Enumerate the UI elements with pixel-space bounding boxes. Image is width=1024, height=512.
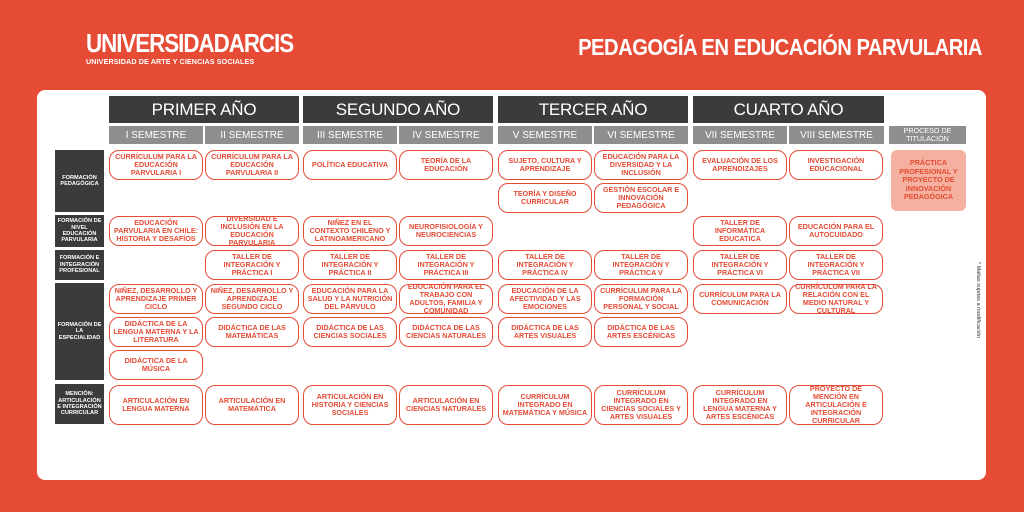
course-box: DIDÁCTICA DE LAS ARTES VISUALES: [498, 317, 592, 347]
course-box: DIDÁCTICA DE LAS CIENCIAS NATURALES: [399, 317, 493, 347]
course-box: TALLER DE INFORMÁTICA EDUCATICA: [693, 216, 787, 246]
semester-header-3: III SEMESTRE: [303, 126, 397, 144]
course-box: DIDÁCTICA DE LA MÚSICA: [109, 350, 203, 380]
course-box: CURRÍCULUM PARA LA EDUCACIÓN PARVULARIA I: [109, 150, 203, 180]
course-box: DIDÁCTICA DE LAS CIENCIAS SOCIALES: [303, 317, 397, 347]
semester-header-2: II SEMESTRE: [205, 126, 299, 144]
course-box: NIÑEZ EN EL CONTEXTO CHILENO Y LATINOAMERICANO: [303, 216, 397, 246]
row-label-mencion: MENCIÓN: ARTICULACIÓN E INTEGRACIÓN CURRICULAR: [55, 384, 104, 424]
course-box: TALLER DE INTEGRACIÓN Y PRÁCTICA V: [594, 250, 688, 280]
year-header-3: TERCER AÑO: [498, 96, 688, 123]
year-header-2: SEGUNDO AÑO: [303, 96, 493, 123]
course-box: DIVERSIDAD E INCLUSIÓN EN LA EDUCACIÓN PARVULARIA: [205, 216, 299, 246]
course-box: SUJETO, CULTURA Y APRENDIZAJE: [498, 150, 592, 180]
course-box: TALLER DE INTEGRACIÓN Y PRÁCTICA IV: [498, 250, 592, 280]
course-box: DIDÁCTICA DE LAS ARTES ESCÉNICAS: [594, 317, 688, 347]
course-box: ARTICULACIÓN EN LENGUA MATERNA: [109, 385, 203, 425]
year-header-4: CUARTO AÑO: [693, 96, 884, 123]
course-box: EDUCACIÓN DE LA AFECTIVIDAD Y LAS EMOCIONES: [498, 284, 592, 314]
proceso-titulacion-header: PROCESO DE TITULACIÓN: [889, 126, 966, 144]
course-box: EDUCACIÓN PARVULARIA EN CHILE: HISTORIA Y DESAFÍOS: [109, 216, 203, 246]
logo-sub-text: UNIVERSIDAD DE ARTE Y CIENCIAS SOCIALES: [86, 57, 255, 66]
course-box: DIDÁCTICA DE LA LENGUA MATERNA Y LA LITERATURA: [109, 317, 203, 347]
university-logo: [86, 30, 327, 66]
course-box: EDUCACIÓN PARA EL AUTOCUIDADO: [789, 216, 883, 246]
course-box: EDUCACIÓN PARA EL TRABAJO CON ADULTOS, FAMILIA Y COMUNIDAD: [399, 284, 493, 314]
semester-header-8: VIII SEMESTRE: [789, 126, 884, 144]
course-box: EDUCACIÓN PARA LA DIVERSIDAD Y LA INCLUSIÓN: [594, 150, 688, 180]
course-box: PROYECTO DE MENCIÓN EN ARTICULACIÓN E INTEGRACIÓN CURRICULAR: [789, 385, 883, 425]
course-box: CURRÍCULUM INTEGRADO EN LENGUA MATERNA Y ARTES ESCÉNICAS: [693, 385, 787, 425]
course-box: ARTICULACIÓN EN CIENCIAS NATURALES: [399, 385, 493, 425]
logo-main-text: UNIVERSIDADARCIS: [86, 28, 294, 58]
course-box: TALLER DE INTEGRACIÓN Y PRÁCTICA III: [399, 250, 493, 280]
course-box: TALLER DE INTEGRACIÓN Y PRÁCTICA VII: [789, 250, 883, 280]
course-box: CURRÍCULUM PARA LA FORMACIÓN PERSONAL Y SOCIAL: [594, 284, 688, 314]
course-box: NEUROFISIOLOGÍA Y NEUROCIENCIAS: [399, 216, 493, 246]
course-box: TALLER DE INTEGRACIÓN Y PRÁCTICA VI: [693, 250, 787, 280]
course-box: NIÑEZ, DESARROLLO Y APRENDIZAJE SEGUNDO CICLO: [205, 284, 299, 314]
semester-header-7: VII SEMESTRE: [693, 126, 787, 144]
course-box: TEORÍA Y DISEÑO CURRICULAR: [498, 183, 592, 213]
semester-header-1: I SEMESTRE: [109, 126, 203, 144]
practica-profesional-box: PRÁCTICA PROFESIONAL Y PROYECTO DE INNOVACIÓN PEDAGÓGICA: [891, 150, 966, 211]
course-box: CURRÍCULUM INTEGRADO EN MATEMÁTICA Y MÚSICA: [498, 385, 592, 425]
row-label-integracion-profesional: FORMACIÓN E INTEGRACIÓN PROFESIONAL: [55, 250, 104, 280]
course-box: CURRÍCULUM PARA LA EDUCACIÓN PARVULARIA II: [205, 150, 299, 180]
course-box: CURRÍCULUM PARA LA COMUNICACIÓN: [693, 284, 787, 314]
row-label-nivel-parvularia: FORMACIÓN DE NIVEL EDUCACIÓN PARVULARIA: [55, 215, 104, 247]
course-box: DIDÁCTICA DE LAS MATEMÁTICAS: [205, 317, 299, 347]
row-label-especialidad: FORMACIÓN DE LA ESPECIALIDAD: [55, 283, 104, 380]
course-box: EDUCACIÓN PARA LA SALUD Y LA NUTRICIÓN DEL PÁRVULO: [303, 284, 397, 314]
course-box: ARTICULACIÓN EN MATEMÁTICA: [205, 385, 299, 425]
course-box: GESTIÓN ESCOLAR E INNOVACIÓN PEDAGÓGICA: [594, 183, 688, 213]
modification-note: * Mallas sujetas a modificación: [975, 261, 981, 339]
course-box: POLÍTICA EDUCATIVA: [303, 150, 397, 180]
semester-header-6: VI SEMESTRE: [594, 126, 688, 144]
course-box: INVESTIGACIÓN EDUCACIONAL: [789, 150, 883, 180]
row-label-pedagogica: FORMACIÓN PEDAGÓGICA: [55, 150, 104, 212]
course-box: TEORÍA DE LA EDUCACIÓN: [399, 150, 493, 180]
course-box: EVALUACIÓN DE LOS APRENDIZAJES: [693, 150, 787, 180]
semester-header-5: V SEMESTRE: [498, 126, 592, 144]
course-box: ARTICULACIÓN EN HISTORIA Y CIENCIAS SOCIALES: [303, 385, 397, 425]
year-header-1: PRIMER AÑO: [109, 96, 299, 123]
course-box: CURRÍCULUM INTEGRADO EN CIENCIAS SOCIALES Y ARTES VISUALES: [594, 385, 688, 425]
page-title: PEDAGOGÍA EN EDUCACIÓN PARVULARIA: [578, 34, 982, 60]
course-box: CURRÍCULUM PARA LA RELACIÓN CON EL MEDIO NATURAL Y CULTURAL: [789, 284, 883, 314]
course-box: NIÑEZ, DESARROLLO Y APRENDIZAJE PRIMER CICLO: [109, 284, 203, 314]
course-box: TALLER DE INTEGRACIÓN Y PRÁCTICA II: [303, 250, 397, 280]
semester-header-4: IV SEMESTRE: [399, 126, 493, 144]
course-box: TALLER DE INTEGRACIÓN Y PRÁCTICA I: [205, 250, 299, 280]
